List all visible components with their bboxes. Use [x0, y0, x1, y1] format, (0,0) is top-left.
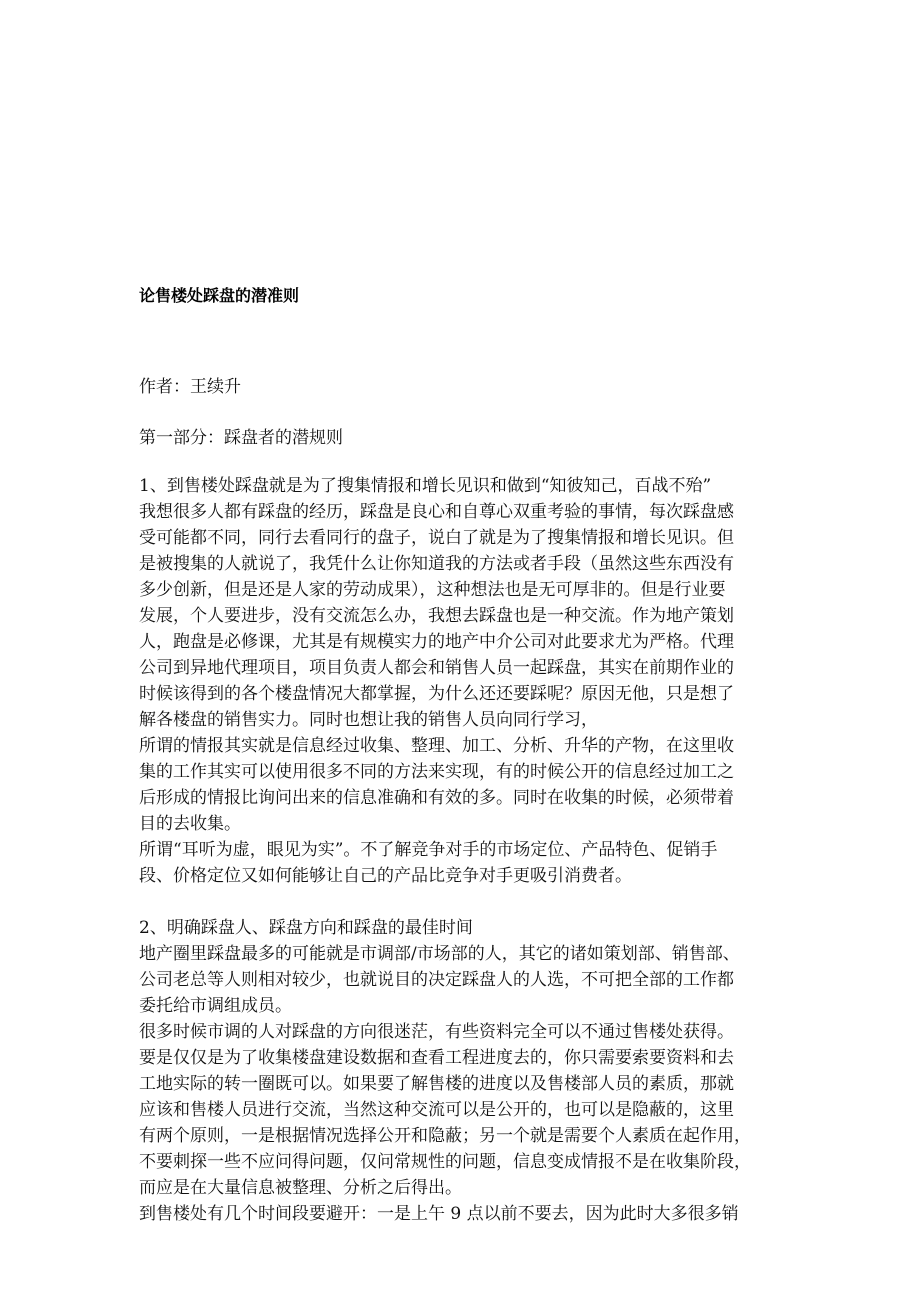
document-body — [139, 473, 789, 1227]
paragraph-line: 公司老总等人则相对较少，也就说目的决定踩盘人的人选，不可把全部的工作都 — [139, 970, 734, 990]
paragraph-line: 而应是在大量信息被整理、分析之后得出。 — [139, 1178, 462, 1198]
paragraph-line: 发展，个人要进步，没有交流怎么办，我想去踩盘也是一种交流。作为地产策划 — [139, 606, 734, 626]
paragraph-line: 工地实际的转一圈既可以。如果要了解售楼的进度以及售楼部人员的素质，那就 — [139, 1074, 734, 1094]
paragraph-line: 很多时候市调的人对踩盘的方向很迷茫，有些资料完全可以不通过售楼处获得。 — [139, 1022, 734, 1042]
paragraph-line: 公司到异地代理项目，项目负责人都会和销售人员一起踩盘，其实在前期作业的 — [139, 658, 734, 678]
paragraph-line: 地产圈里踩盘最多的可能就是市调部/市场部的人，其它的诸如策划部、销售部、 — [139, 944, 740, 964]
paragraph-line: 不要刺探一些不应问得问题，仅问常规性的问题，信息变成情报不是在收集阶段， — [139, 1152, 751, 1172]
paragraph-line: 到售楼处有几个时间段要避开：一是上午 9 点以前不要去，因为此时大多很多销 — [139, 1204, 739, 1224]
paragraph-line: 所谓“耳听为虚，眼见为实”。不了解竞争对手的市场定位、产品特色、促销手 — [139, 840, 718, 860]
paragraph-line: 我想很多人都有踩盘的经历，踩盘是良心和自尊心双重考验的事情，每次踩盘感 — [139, 502, 734, 522]
paragraph-gap — [139, 889, 789, 915]
part-heading: 第一部分：踩盘者的潜规则 — [139, 428, 343, 448]
paragraph-line: 所谓的情报其实就是信息经过收集、整理、加工、分析、升华的产物，在这里收 — [139, 736, 734, 756]
document-title: 论售楼处踩盘的潜准则 — [139, 286, 300, 305]
paragraph-line: 段、价格定位又如何能够让自己的产品比竞争对手更吸引消费者。 — [139, 866, 632, 886]
section1-heading: 1、到售楼处踩盘就是为了搜集情报和增长见识和做到“知彼知己，百战不殆” — [139, 476, 712, 496]
paragraph-line: 后形成的情报比询问出来的信息准确和有效的多。同时在收集的时候，必须带着 — [139, 788, 734, 808]
paragraph-line: 应该和售楼人员进行交流，当然这种交流可以是公开的，也可以是隐蔽的，这里 — [139, 1100, 734, 1120]
paragraph-line: 人，跑盘是必修课，尤其是有规模实力的地产中介公司对此要求尤为严格。代理 — [139, 632, 734, 652]
paragraph-line: 是被搜集的人就说了，我凭什么让你知道我的方法或者手段（虽然这些东西没有 — [139, 554, 734, 574]
author-line: 作者：王续升 — [139, 377, 241, 397]
paragraph-line: 目的去收集。 — [139, 814, 241, 834]
paragraph-line: 要是仅仅是为了收集楼盘建设数据和查看工程进度去的，你只需要索要资料和去 — [139, 1048, 734, 1068]
paragraph-line: 有两个原则，一是根据情况选择公开和隐蔽；另一个就是需要个人素质在起作用， — [139, 1126, 751, 1146]
paragraph-line: 集的工作其实可以使用很多不同的方法来实现，有的时候公开的信息经过加工之 — [139, 762, 734, 782]
paragraph-line: 多少创新，但是还是人家的劳动成果），这种想法也是无可厚非的。但是行业要 — [139, 580, 726, 600]
paragraph-line: 委托给市调组成员。 — [139, 996, 292, 1016]
paragraph-line: 受可能都不同，同行去看同行的盘子，说白了就是为了搜集情报和增长见识。但 — [139, 528, 734, 548]
paragraph-line: 时候该得到的各个楼盘情况大都掌握，为什么还还要踩呢？原因无他，只是想了 — [139, 684, 734, 704]
paragraph-line: 解各楼盘的销售实力。同时也想让我的销售人员向同行学习， — [139, 710, 598, 730]
section2-heading: 2、明确踩盘人、踩盘方向和踩盘的最佳时间 — [139, 918, 473, 938]
